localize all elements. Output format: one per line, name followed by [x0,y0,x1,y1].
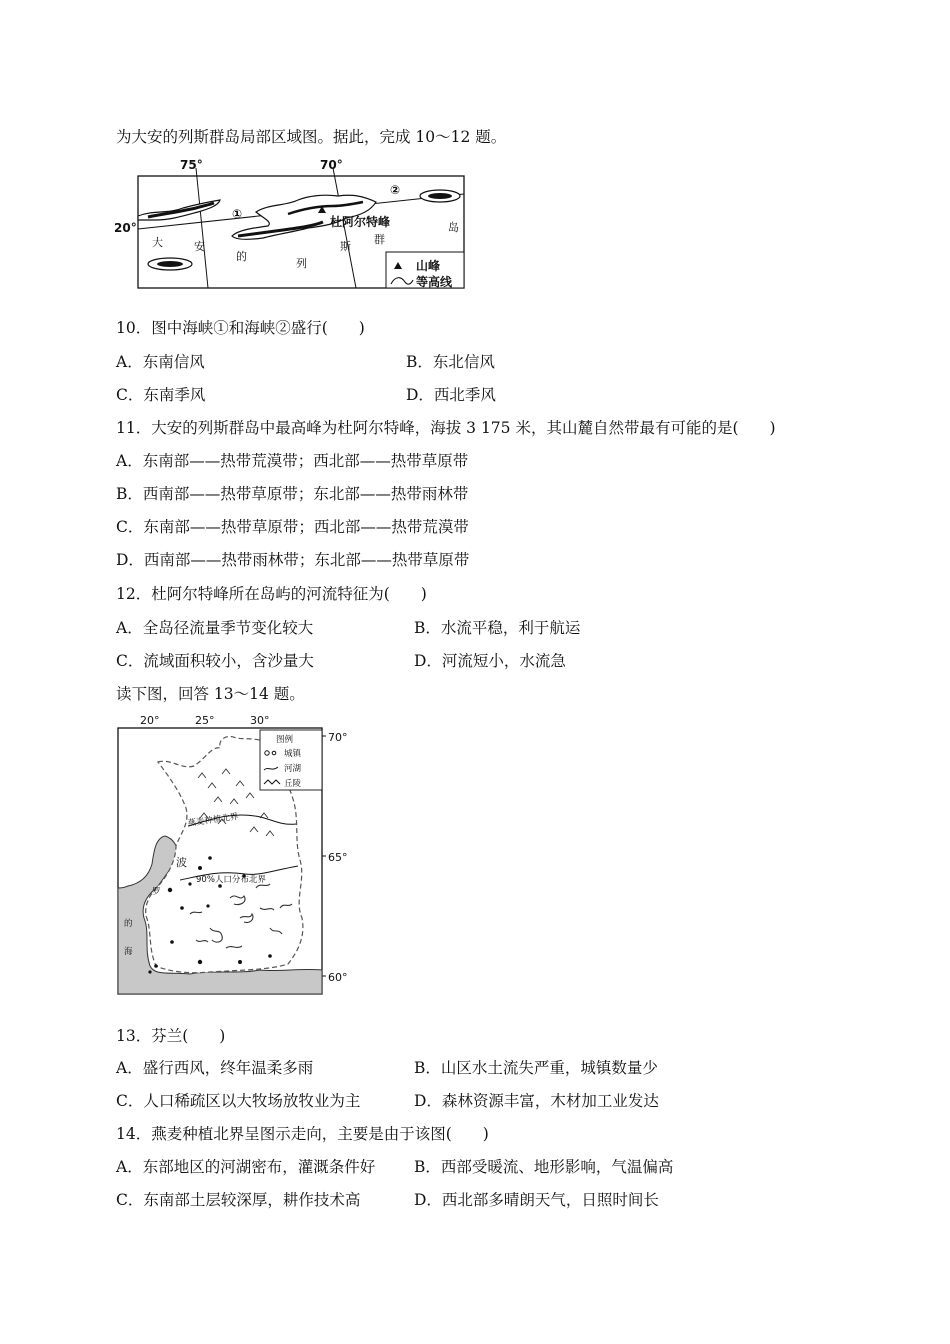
q11-option-a: A．东南部——热带荒漠带；西北部——热带草原带 [116,452,469,470]
lon-75-label: 75° [180,158,203,172]
q14-stem: 14．燕麦种植北界呈图示走向，主要是由于该图( ) [116,1125,489,1143]
label-dao: 岛 [448,221,459,234]
sea-label-de: 的 [124,919,133,929]
label-qun: 群 [374,233,385,246]
q13-option-b: B．山区水土流失严重，城镇数量少 [414,1059,658,1077]
q11-option-c: C．东南部——热带草原带；西北部——热带荒漠带 [116,518,469,536]
legend-contour-label: 等高线 [416,275,453,289]
q13-option-d: D．森林资源丰富，木材加工业发达 [414,1092,659,1110]
q12-option-d: D．河流短小，水流急 [414,652,566,670]
lat-65-label: 65° [328,851,348,864]
lon-25-label: 25° [195,714,215,727]
greater-antilles-map [108,154,470,294]
label-de: 的 [236,250,247,263]
lat-60-label: 60° [328,971,348,984]
legend2-title: 图例 [276,735,294,745]
q11-option-d: D．西南部——热带雨林带；东北部——热带草原带 [116,551,470,569]
peak-name-label: 杜阿尔特峰 [330,215,391,229]
q10-stem: 10．图中海峡①和海峡②盛行( ) [116,319,365,337]
q14-option-d: D．西北部多晴朗天气，日照时间长 [414,1191,659,1209]
oat-line-label: 燕麦种植北界 [187,811,239,829]
q10-option-b: B．东北信风 [406,353,495,371]
finland-map [110,708,366,998]
sea-label-hai: 海 [124,947,133,957]
q10-option-d: D．西北季风 [406,386,496,404]
pop-line-label: 90%人口分布北界 [196,875,266,885]
q11-option-b: B．西南部——热带草原带；东北部——热带雨林带 [116,485,469,503]
lat-20-label: 20° [114,221,137,235]
sea-label-bo: 波 [176,856,187,869]
q12-option-c: C．流域面积较小，含沙量大 [116,652,314,670]
intro-text-2: 读下图，回答 13～14 题。 [116,685,305,703]
lat-70-label: 70° [328,731,348,744]
q12-stem: 12．杜阿尔特峰所在岛屿的河流特征为( ) [116,585,427,603]
intro-text-1: 为大安的列斯群岛局部区域图。据此，完成 10～12 题。 [116,128,507,146]
legend-peak-label: 山峰 [416,259,441,273]
lon-20-label: 20° [140,714,160,727]
legend-river-label: 河湖 [284,764,302,774]
q13-option-a: A．盛行西风，终年温柔多雨 [116,1059,314,1077]
q12-option-b: B．水流平稳，利于航运 [414,619,581,637]
legend-city-label: 城镇 [284,749,302,759]
q14-option-a: A．东部地区的河湖密布，灌溉条件好 [116,1158,376,1176]
label-da: 大 [152,236,163,249]
strait-1-label: ① [232,207,243,221]
q13-option-c: C．人口稀疏区以大牧场放牧业为主 [116,1092,361,1110]
lon-30-label: 30° [250,714,270,727]
label-lie: 列 [296,257,307,270]
label-an: 安 [194,240,205,253]
lon-70-label: 70° [320,158,343,172]
q13-stem: 13．芬兰( ) [116,1027,226,1045]
q14-option-c: C．东南部土层较深厚，耕作技术高 [116,1191,361,1209]
q12-option-a: A．全岛径流量季节变化较大 [116,619,314,637]
q14-option-b: B．西部受暖流、地形影响，气温偏高 [414,1158,674,1176]
q10-option-a: A．东南信风 [116,353,205,371]
legend-hill-label: 丘陵 [284,779,302,789]
label-si: 斯 [340,240,351,253]
sea-label-luo: 罗 [152,887,161,897]
q10-option-c: C．东南季风 [116,386,206,404]
q11-stem: 11．大安的列斯群岛中最高峰为杜阿尔特峰，海拔 3 175 米，其山麓自然带最有可能的是( ) [116,419,776,437]
strait-2-label: ② [390,183,401,197]
